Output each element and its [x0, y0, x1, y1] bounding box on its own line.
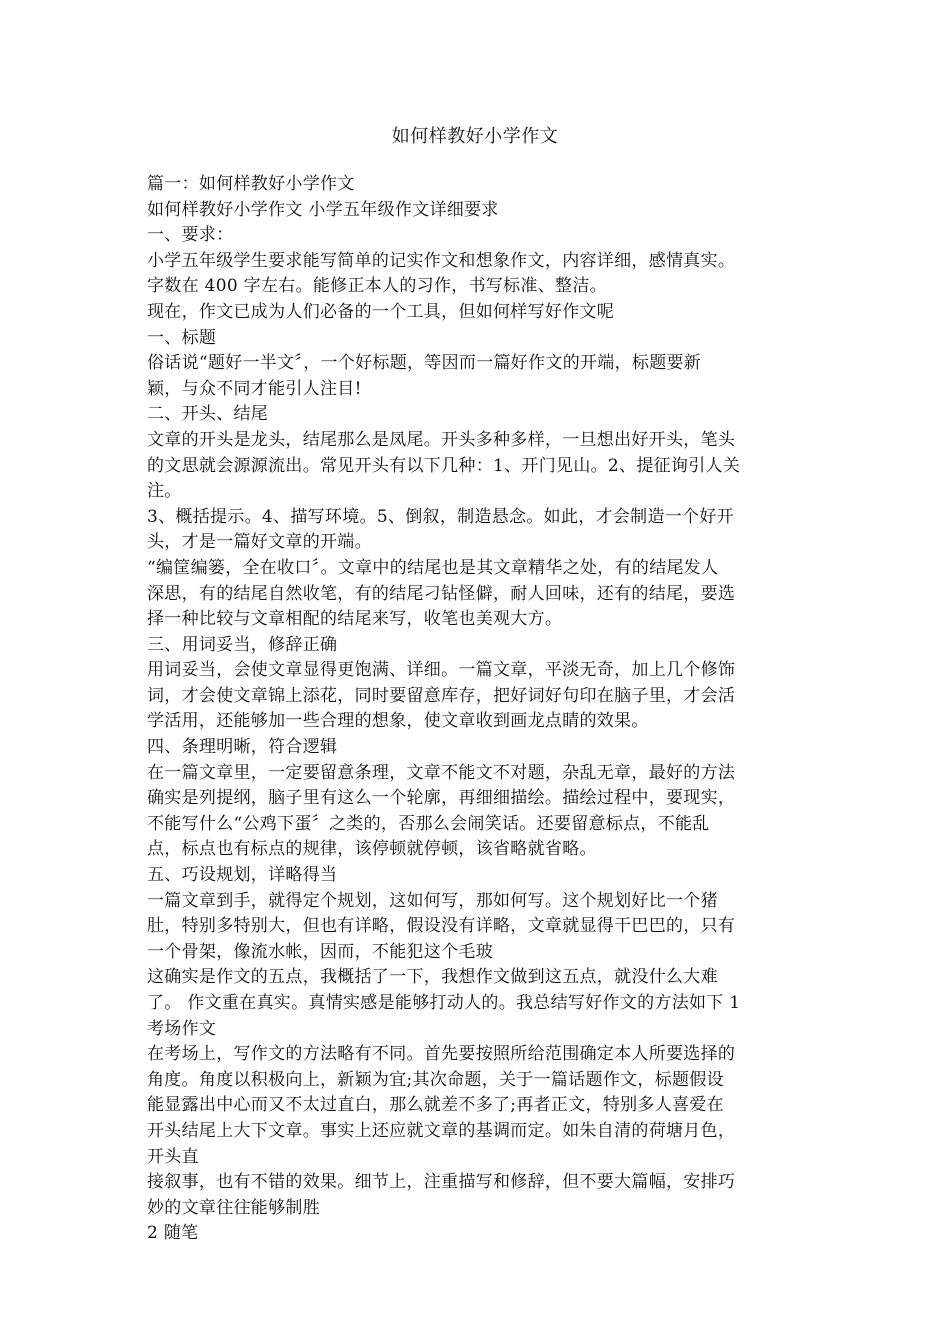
text-line: 字数在 400 字左右。能修正本人的习作，书写标准、整洁。: [147, 276, 607, 297]
text-line: 一、标题: [147, 327, 217, 348]
text-line: 妙的文章往往能够制胜: [147, 1197, 320, 1218]
text-line: 在考场上，写作文的方法略有不同。首先要按照所给范围确定本人所要选择的: [147, 1044, 736, 1065]
text-line: 如何样教好小学作文 小学五年级作文详细要求: [147, 199, 499, 220]
text-line: 2 随笔: [147, 1223, 199, 1244]
text-line: 肚，特别多特别大，但也有详略，假设没有详略，文章就显得干巴巴的，只有: [147, 916, 736, 937]
document-body: [147, 172, 807, 1247]
text-line: 小学五年级学生要求能写简单的记实作文和想象作文，内容详细，感情真实。: [147, 250, 736, 271]
text-line: 了。 作文重在真实。真情实感是能够打动人的。我总结写好作文的方法如下 1: [147, 993, 741, 1013]
text-line: 开头直: [147, 1146, 199, 1167]
page-title: 如何样教好小学作文: [391, 126, 559, 147]
text-line: 词，才会使文章锦上添花，同时要留意库存，把好词好句印在脑子里，才会活: [147, 685, 736, 706]
text-line: 文章的开头是龙头，结尾那么是凤尾。开头多种多样，一旦想出好开头，笔头: [147, 429, 736, 450]
text-line: 的文思就会源源流出。常见开头有以下几种：1、开门见山。2、提征询引人关: [147, 455, 741, 476]
text-line: 三、用词妥当，修辞正确: [147, 634, 338, 655]
text-line: 在一篇文章里，一定要留意条理，文章不能文不对题，杂乱无章，最好的方法: [147, 762, 736, 783]
text-line: 头，才是一篇好文章的开端。: [147, 532, 372, 553]
text-line: 五、巧设规划，详略得当: [147, 865, 338, 886]
text-line: 这确实是作文的五点，我概括了一下，我想作文做到这五点，就没什么大难: [147, 967, 718, 988]
text-line: 确实是列提纲，脑子里有这么一个轮廓，再细细描绘。描绘过程中，要现实，: [147, 788, 736, 809]
text-line: 择一种比较与文章相配的结尾来写，收笔也美观大方。: [147, 609, 563, 630]
text-line: 开头结尾上大下文章。事实上还应就文章的基调而定。如朱自清的荷塘月色，: [147, 1120, 736, 1141]
text-line: 四、条理明晰，符合逻辑: [147, 737, 338, 758]
text-line: 深思，有的结尾自然收笔，有的结尾刁钻怪僻，耐人回味，还有的结尾，要选: [147, 583, 736, 604]
text-line: 二、开头、结尾: [147, 404, 269, 425]
text-line: 篇一：如何样教好小学作文: [147, 174, 355, 194]
text-line: “编筐编篓，全在收口〞。文章中的结尾也是其文章精华之处，有的结尾发人: [147, 557, 719, 578]
text-line: 一、要求：: [147, 225, 234, 246]
text-line: 不能写什么“公鸡下蛋〞之类的，否那么会闹笑话。还要留意标点，不能乱: [147, 813, 710, 834]
text-line: 考场作文: [147, 1018, 217, 1039]
text-line: 学活用，还能够加一些合理的想象，使文章收到画龙点睛的效果。: [147, 711, 649, 732]
text-line: 接叙事，也有不错的效果。细节上，注重描写和修辞，但不要大篇幅，安排巧: [147, 1172, 736, 1193]
text-line: 能显露出中心而又不太过直白，那么就差不多了;再者正文，特别多人喜爱在: [147, 1095, 724, 1116]
text-line: 注。: [147, 481, 182, 502]
text-line: 颖，与众不同才能引人注目!: [147, 378, 362, 399]
text-line: 俗话说“题好一半文〞，一个好标题，等因而一篇好作文的开端，标题要新: [147, 353, 702, 374]
text-line: 点，标点也有标点的规律，该停顿就停顿，该省略就省略。: [147, 839, 597, 860]
text-line: 3、概括提示。4、描写环境。5、倒叙，制造悬念。如此，才会制造一个好开: [147, 506, 734, 527]
text-line: 一个骨架，像流水帐，因而，不能犯这个毛玻: [147, 941, 493, 962]
text-line: 角度。角度以积极向上，新颖为宜;其次命题，关于一篇话题作文，标题假设: [147, 1069, 724, 1090]
text-line: 现在，作文已成为人们必备的一个工具，但如何样写好作文呢: [147, 301, 615, 322]
text-line: 用词妥当，会使文章显得更饱满、详细。一篇文章，平淡无奇，加上几个修饰: [147, 660, 736, 681]
text-line: 一篇文章到手，就得定个规划，这如何写，那如何写。这个规划好比一个猪: [147, 890, 718, 911]
